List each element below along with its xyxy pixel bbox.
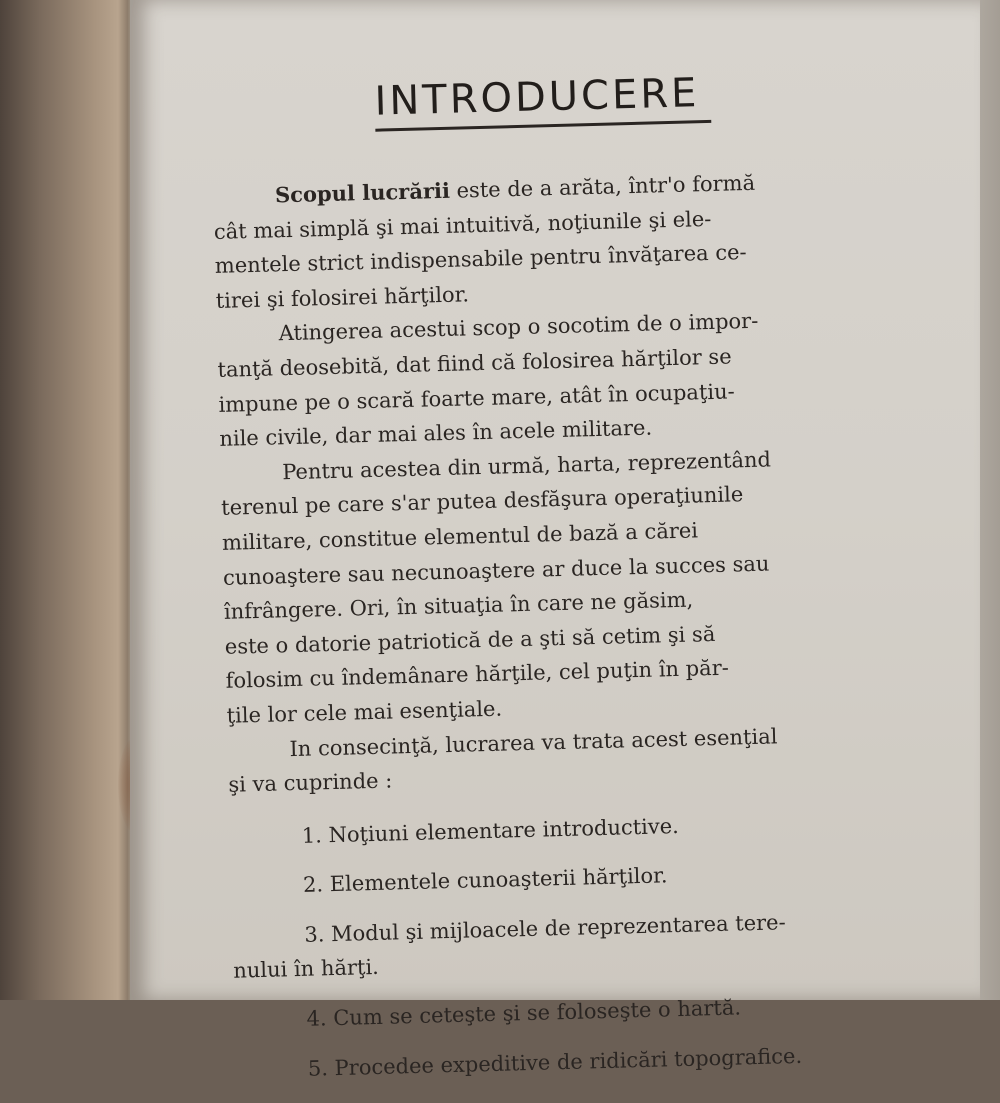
paragraph-line: Atingerea acestui scop o socotim de o impor- — [278, 309, 759, 346]
lead-phrase: Scopul lucrării — [274, 177, 451, 208]
paragraph-line: tirei şi folosirei hărţilor. — [215, 282, 470, 313]
page-text — [210, 61, 957, 1103]
list-item-continuation: nului în hărţi. — [233, 955, 380, 984]
book-page — [130, 0, 980, 1081]
paragraph-line: impune pe o scară foarte mare, atât în ocupaţiu- — [218, 378, 735, 417]
paragraph-line: mentele strict indispensabile pentru învăţarea ce- — [214, 240, 747, 279]
paragraph-line: militare, constitue elementul de bază a cărei — [221, 518, 699, 555]
list-item: 4. Cum se ceteşte şi se foloseşte o hartă. — [306, 995, 742, 1031]
paragraph-line-text: este de a arăta, într'o formă — [449, 170, 756, 203]
page-title: INTRODUCERE — [374, 70, 700, 125]
paragraph-line: terenul pe care s'ar putea desfăşura operaţiunile — [220, 482, 744, 521]
list-item: 5. Procedee expeditive de ridicări topografice. — [307, 1043, 803, 1081]
paragraph-line: cunoaştere sau necunoaştere ar duce la succes sau — [222, 551, 770, 590]
paragraph-line: In consecinţă, lucrarea va trata acest esenţial — [289, 723, 778, 761]
paragraph-line: ţile lor cele mai esenţiale. — [226, 696, 503, 728]
paragraph-line: şi va cuprinde : — [228, 768, 393, 797]
paragraph-line: folosim cu îndemânare hărţile, cel puţin în păr- — [225, 655, 730, 694]
paragraph-line: înfrângere. Ori, în situaţia în care ne găsim, — [223, 587, 694, 624]
page-body — [213, 161, 957, 1088]
paragraph-3 — [220, 438, 947, 734]
paragraph-line: cât mai simplă şi mai intuitivă, noţiunile şi ele- — [213, 206, 712, 244]
paragraph-line: este o datorie patriotică de a şti să cetim şi să — [224, 621, 716, 659]
paragraph-line: tanţă deosebită, dat fiind că folosirea hărţilor se — [217, 344, 732, 382]
list-item: 1. Noţiuni elementare introductive. — [301, 813, 680, 848]
paragraph-line: Pentru acestea din urmă, harta, reprezentând — [281, 447, 772, 484]
paragraph-line: nile civile, dar mai ales în acele militare. — [219, 415, 653, 452]
list-item: 2. Elementele cunoaşterii hărţilor. — [302, 863, 668, 898]
list-item: 3. Modul şi mijloacele de reprezentarea tere- — [304, 910, 786, 947]
paragraph-1 — [213, 161, 936, 318]
contents-list — [229, 802, 956, 1088]
paragraph-2 — [216, 299, 939, 456]
left-page-edge — [0, 0, 128, 1000]
